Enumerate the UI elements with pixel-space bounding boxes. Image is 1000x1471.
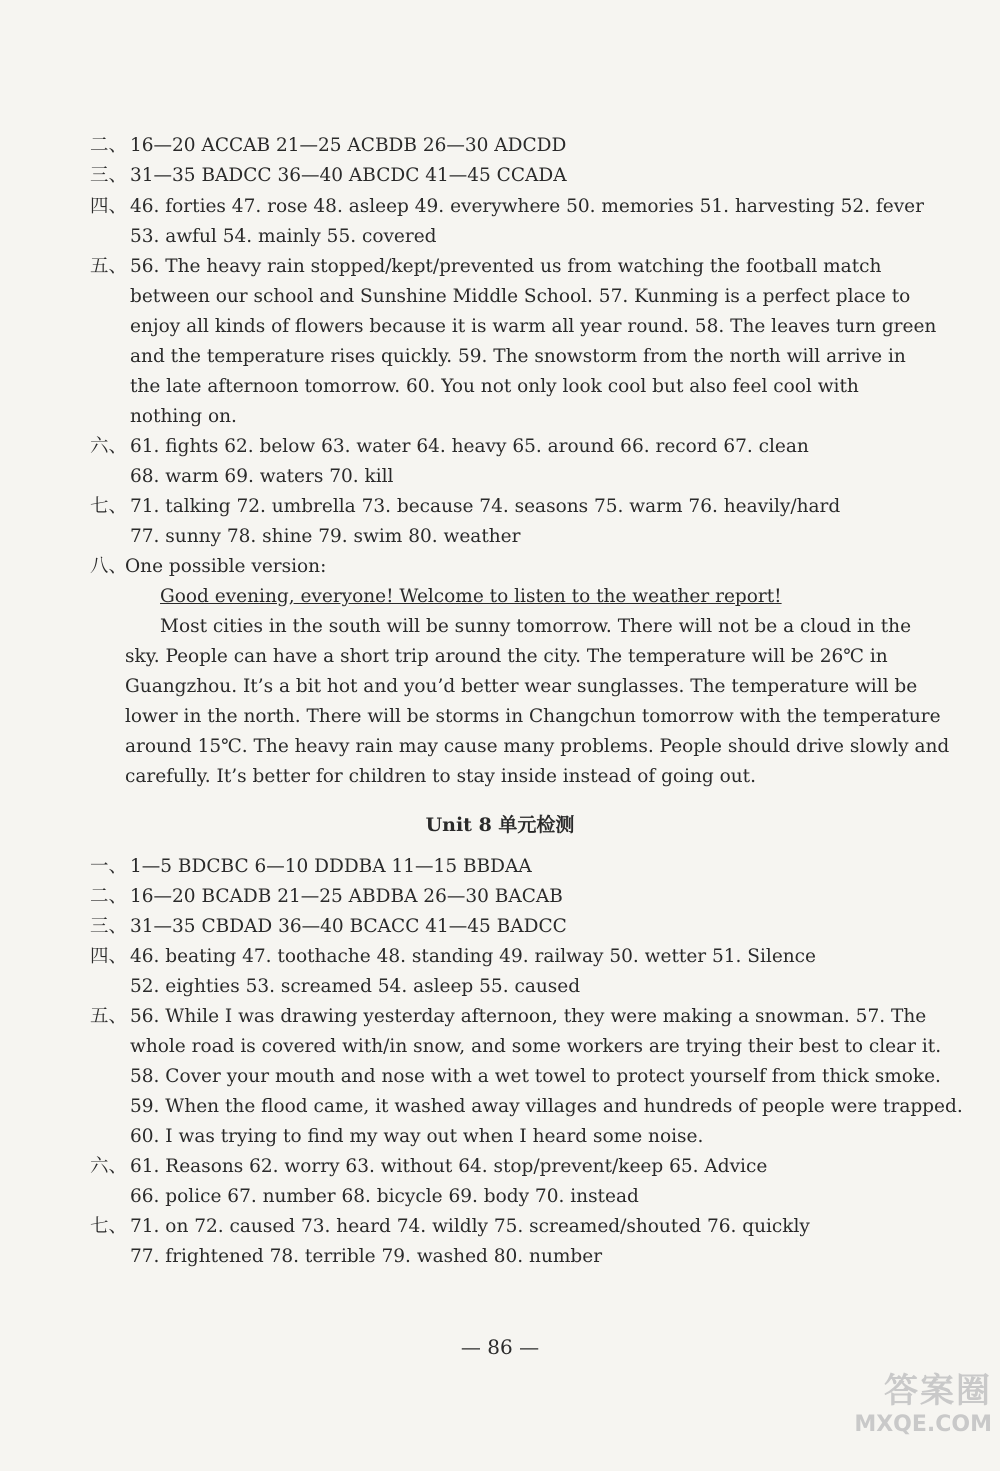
- page-number: — 86 —: [460, 1335, 540, 1359]
- answer-line: 七、 71. on 72. caused 73. heard 74. wildly 75. screamed/shouted 76. quickly: [90, 1216, 810, 1237]
- essay-line: lower in the north. There will be storms in Changchun tomorrow with the temperature: [125, 706, 941, 727]
- answer-line: 七、 71. talking 72. umbrella 73. because 74. seasons 75. warm 76. heavily/hard: [90, 496, 841, 517]
- essay-line: Guangzhou. It’s a bit hot and you’d better wear sunglasses. The temperature will be: [125, 676, 918, 697]
- answer-line: between our school and Sunshine Middle School. 57. Kunming is a perfect place to: [130, 286, 911, 307]
- essay-line: sky. People can have a short trip around the city. The temperature will be 26℃ in: [125, 646, 888, 667]
- answer-line: 52. eighties 53. screamed 54. asleep 55. caused: [130, 976, 581, 997]
- watermark-logo: 答案圈: [884, 1371, 992, 1411]
- watermark-url: MXQE.COM: [854, 1412, 992, 1437]
- answer-line: 77. frightened 78. terrible 79. washed 80. number: [130, 1246, 603, 1267]
- essay-line: Most cities in the south will be sunny tomorrow. There will not be a cloud in the: [160, 616, 912, 637]
- answer-line: 二、 16—20 BCADB 21—25 ABDBA 26—30 BACAB: [90, 886, 563, 907]
- answer-line: 一、 1—5 BDCBC 6—10 DDDBA 11—15 BBDAA: [90, 856, 532, 877]
- answer-line: 五、 56. The heavy rain stopped/kept/prevented us from watching the football match: [90, 256, 882, 277]
- answer-line: 60. I was trying to find my way out when I heard some noise.: [130, 1126, 704, 1147]
- answer-line: 68. warm 69. waters 70. kill: [130, 466, 394, 487]
- answer-line: 五、 56. While I was drawing yesterday afternoon, they were making a snowman. 57. The: [90, 1006, 927, 1027]
- answer-line: 三、 31—35 BADCC 36—40 ABCDC 41—45 CCADA: [90, 165, 567, 186]
- answer-line: 58. Cover your mouth and nose with a wet towel to protect yourself from thick smoke.: [130, 1066, 941, 1087]
- essay-line: carefully. It’s better for children to stay inside instead of going out.: [125, 766, 756, 787]
- essay-line: around 15℃. The heavy rain may cause many problems. People should drive slowly and: [125, 736, 950, 757]
- answer-line: and the temperature rises quickly. 59. The snowstorm from the north will arrive in: [130, 346, 906, 367]
- answer-line: 66. police 67. number 68. bicycle 69. body 70. instead: [130, 1186, 639, 1207]
- answer-line: 二、 16—20 ACCAB 21—25 ACBDB 26—30 ADCDD: [90, 135, 567, 156]
- section-heading: Unit 8 单元检测: [425, 814, 575, 836]
- answer-line: nothing on.: [130, 406, 237, 427]
- answer-line: 六、 61. Reasons 62. worry 63. without 64. stop/prevent/keep 65. Advice: [90, 1156, 768, 1177]
- answer-line: enjoy all kinds of flowers because it is warm all year round. 58. The leaves turn green: [130, 316, 937, 337]
- watermark: [832, 1363, 992, 1463]
- essay-title: Good evening, everyone! Welcome to listen to the weather report!: [160, 586, 782, 607]
- answer-line: 三、 31—35 CBDAD 36—40 BCACC 41—45 BADCC: [90, 916, 567, 937]
- answer-line: 四、 46. forties 47. rose 48. asleep 49. everywhere 50. memories 51. harvesting 52. fever: [90, 196, 924, 217]
- answer-line: 59. When the flood came, it washed away villages and hundreds of people were trapped.: [130, 1096, 963, 1117]
- answer-line: 77. sunny 78. shine 79. swim 80. weather: [130, 526, 521, 547]
- answer-line: the late afternoon tomorrow. 60. You not only look cool but also feel cool with: [130, 376, 859, 397]
- answer-line: 八、One possible version:: [90, 556, 327, 577]
- answer-line: 53. awful 54. mainly 55. covered: [130, 226, 437, 247]
- answer-line: 六、 61. fights 62. below 63. water 64. heavy 65. around 66. record 67. clean: [90, 436, 809, 457]
- answer-line: 四、 46. beating 47. toothache 48. standing 49. railway 50. wetter 51. Silence: [90, 946, 816, 967]
- answer-line: whole road is covered with/in snow, and some workers are trying their best to clear it.: [130, 1036, 942, 1057]
